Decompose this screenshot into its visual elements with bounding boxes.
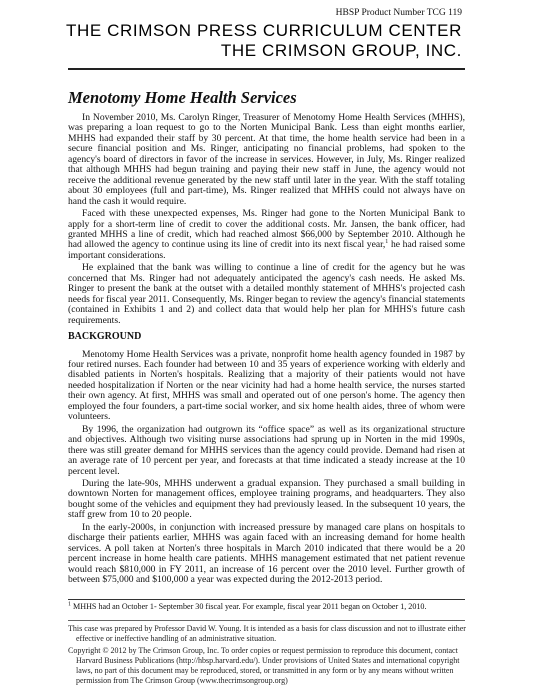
section-heading-background: BACKGROUND xyxy=(68,331,142,343)
background-paragraph-1: Menotomy Home Health Services was a private, nonprofit home health agency founded in 1987 by four retired nurses. Each founder had between 10 and 35 years of experience working with elderly and disabled patients in Norten's hospitals. Realizing that a majority of their patients would not have needed hospitalization if Norten or the near vicinity had had a home health service, the nurses started their own agency. At first, MHHS was small and operated out of one person's home. The agency then employed the four founders, a part-time social worker, and six home health aides, three of whom were volunteers. xyxy=(68,348,465,423)
footnote-number: 1 xyxy=(68,601,71,608)
disclaimer-authorship: This case was prepared by Professor David W. Young. It is intended as a basis for class discussion and not to illustrate either effective or ineffective handling of an administrative situation. xyxy=(68,624,466,643)
background-paragraph-2: By 1996, the organization had outgrown its “office space” as well as its organizational structure and objectives. Although two visiting nurse associations had sprung up in Norten in the mid 1990s, there was still greater demand for MHHS services than the agency could provide. Demand had risen at an average rate of 10 percent per year, and forecasts at that time indicated a steady increase at the 10 percent level. xyxy=(68,423,465,477)
intro-paragraph-2-text: Faced with these unexpected expenses, Ms. Ringer had gone to the Norten Municipal Bank to apply for a short-term line of credit to cover the additional costs. Mr. Jansen, the bank officer, had granted MHHS a line of credit, which had reached almost $66,000 by September 2010. Although he had allowed the agency to continue using its line of credit into its next fiscal year, xyxy=(68,208,465,251)
publisher-line-2: THE CRIMSON GROUP, INC. xyxy=(220,41,462,60)
case-title: Menotomy Home Health Services xyxy=(68,88,297,107)
background-paragraph-4: In the early-2000s, in conjunction with increased pressure by managed care plans on hospitals to discharge their patients earlier, MHHS was again faced with an increasing demand for home health services. A poll taken at Norten's three hospitals in March 2010 indicated that there would be a 20 percent increase in home health care patients. MHHS management estimated that net patient revenue would reach $810,000 in FY 2011, an increase of 16 percent over the 2010 level. Further growth of between $75,000 and $100,000 a year was expected during the 2012-2013 period. xyxy=(68,521,465,586)
publisher-name xyxy=(66,21,462,61)
footnote-text: MHHS had an October 1- September 30 fiscal year. For example, fiscal year 2011 began on October 1, 2010. xyxy=(73,602,427,611)
intro-paragraph-3: He explained that the bank was willing to continue a line of credit for the agency but he was concerned that Ms. Ringer had not adequately anticipated the agency's cash needs. He asked Ms. Ringer to present the bank at the outset with a detailed monthly statement of MHHS's projected cash needs for fiscal year 2011. Consequently, Ms. Ringer began to review the agency's financial statements (contained in Exhibits 1 and 2) and collect data that would help her plan for MHHS's future cash requirements. xyxy=(68,262,465,326)
disclaimer-rule xyxy=(68,620,465,621)
case-body xyxy=(68,113,465,587)
footnote-rule xyxy=(68,599,465,600)
disclaimer xyxy=(68,624,466,688)
header-rule xyxy=(68,68,465,70)
footnote-marker: 1 xyxy=(385,239,389,246)
product-number: HBSP Product Number TCG 119 xyxy=(335,8,462,18)
footnote xyxy=(68,602,468,612)
intro-paragraph-2-tail: he had raised some important considerations. xyxy=(68,239,465,261)
publisher-line-1: THE CRIMSON PRESS CURRICULUM CENTER xyxy=(66,21,462,40)
disclaimer-copyright: Copyright © 2012 by The Crimson Group, Inc. To order copies or request permission to reproduce this document, contact Harvard Business Publications (http://hbsp.harvard.edu/). Under provisions of United States and international copyright laws, no part of this document may be reproduced, stored, or transmitted in any form or by any means without written permission from The Crimson Group (www.thecrimsongroup.org) xyxy=(68,646,460,685)
background-paragraph-3: During the late-90s, MHHS underwent a gradual expansion. They purchased a small building in downtown Norten for management offices, employee training programs, and headquarters. They also bought some of the vehicles and equipment they had previously leased. In the subsequent 10 years, the staff grew from 10 to 20 people. xyxy=(68,477,465,521)
intro-paragraph-1: In November 2010, Ms. Carolyn Ringer, Treasurer of Menotomy Home Health Services (MHHS), was preparing a loan request to go to the Norten Municipal Bank. Less than eight months earlier, MHHS had expanded their staff by 30 percent. At that time, the home health service had been in a secure financial position and Ms. Ringer, anticipating no financial problems, had spoken to the agency's board of directors in favor of the increase in services. However, in July, Ms. Ringer realized that although MHHS had begun training and paying their new staff in June, the agency would not receive the additional revenue generated by the new staff until later in the year. With the staff totaling about 30 employees (full and part-time), Ms. Ringer realized that MHHS could not always have on hand the cash it would require. xyxy=(68,112,465,207)
intro-paragraph-2 xyxy=(68,209,465,261)
